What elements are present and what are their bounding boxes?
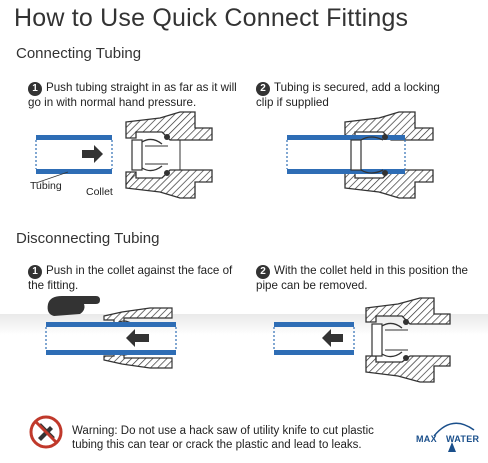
brand-left: MAX (416, 434, 437, 444)
step-text: Push tubing straight in as far as it will go in with normal hand pressure. (28, 81, 237, 109)
brand-right: WATER (446, 434, 480, 444)
connect-step-2 (256, 81, 456, 110)
tubing-label: Tubing (30, 180, 62, 192)
disconnect-step-1-diagram (40, 294, 240, 374)
step-number-badge: 1 (28, 82, 42, 96)
tubing (46, 322, 176, 355)
step-text: Push in the collet against the face of the fitting. (28, 264, 233, 292)
connect-step-2-diagram (285, 110, 475, 200)
arrow-icon (322, 329, 343, 347)
section-heading-connecting: Connecting Tubing (16, 45, 142, 62)
collet-label: Collet (86, 186, 113, 198)
disconnect-step-2 (256, 264, 471, 293)
warning-text: Warning: Do not use a hack saw of utility knife to cut plastic tubing this can tear or crack the plastic and lead to leaks. (72, 425, 374, 451)
section-heading-disconnecting: Disconnecting Tubing (16, 230, 160, 247)
collet (372, 319, 409, 361)
page-title: How to Use Quick Connect Fittings (14, 4, 409, 32)
connect-step-1 (28, 81, 243, 110)
collet (132, 134, 170, 176)
arrow-icon (82, 145, 103, 163)
hand-icon (48, 296, 100, 316)
tubing (287, 135, 405, 174)
step-text: Tubing is secured, add a locking clip if supplied (256, 81, 440, 109)
step-number-badge: 2 (256, 265, 270, 279)
step-number-badge: 1 (28, 265, 42, 279)
step-text: With the collet held in this position the pipe can be removed. (256, 264, 468, 292)
no-cutting-tool-icon (28, 414, 64, 450)
step-number-badge: 2 (256, 82, 270, 96)
disconnect-step-1 (28, 264, 243, 293)
disconnect-step-2-diagram (270, 294, 470, 384)
arrow-icon (126, 329, 149, 347)
